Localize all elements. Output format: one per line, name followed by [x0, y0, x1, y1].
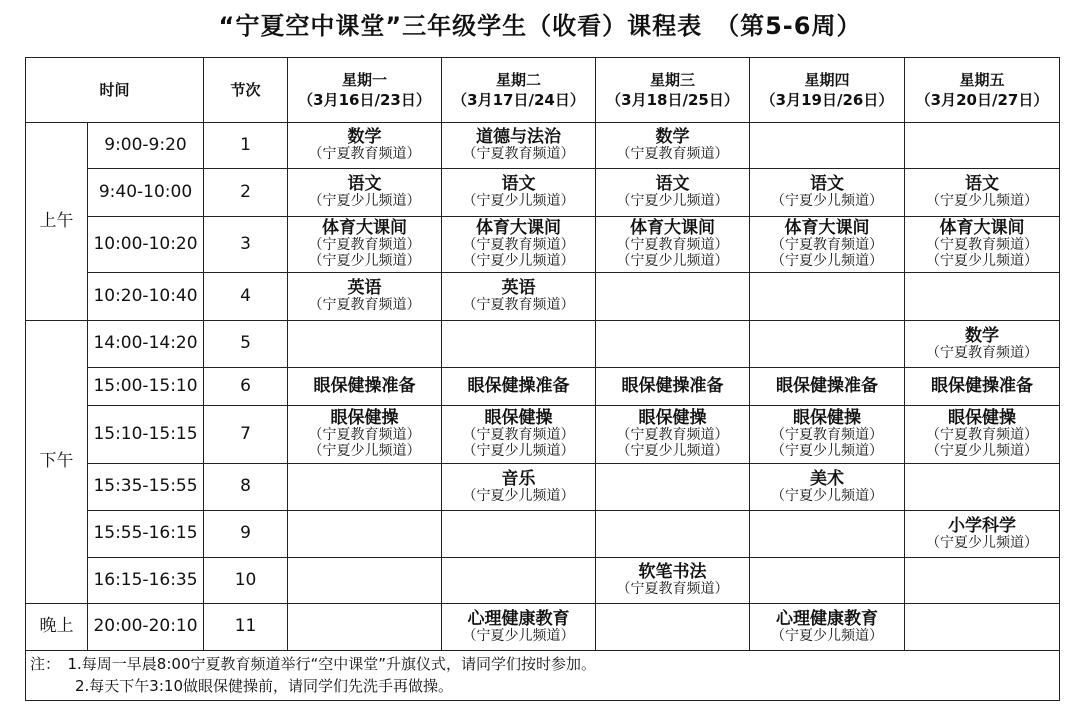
notes-cell — [26, 651, 1060, 701]
course-cell — [442, 321, 596, 368]
course-channel: （宁夏少儿频道） — [308, 443, 421, 460]
course-name: 体育大课间 — [476, 218, 562, 239]
course-name: 数学 — [347, 127, 382, 148]
header-row — [26, 58, 1060, 123]
course-name: 软笔书法 — [638, 562, 707, 583]
period-cell: 6 — [204, 368, 288, 406]
course-cell — [442, 169, 596, 217]
time-cell: 14:00-14:20 — [88, 321, 204, 368]
course-cell — [750, 604, 905, 651]
course-cell — [288, 123, 442, 169]
day-dates: （3月18日/25日） — [606, 91, 739, 109]
notes-row — [26, 651, 1060, 701]
course-cell — [596, 273, 750, 321]
session-label: 上午 — [39, 210, 74, 231]
period-cell: 4 — [204, 273, 288, 321]
session-label-afternoon — [26, 321, 88, 604]
course-cell — [750, 273, 905, 321]
course-cell — [288, 217, 442, 273]
course-channel: （宁夏教育频道） — [926, 427, 1039, 444]
header-period-label: 节次 — [230, 80, 261, 99]
course-name: 眼保健操准备 — [621, 375, 724, 396]
course-cell — [288, 273, 442, 321]
course-cell — [750, 321, 905, 368]
course-cell — [596, 464, 750, 511]
course-cell — [442, 604, 596, 651]
course-channel: （宁夏少儿频道） — [771, 193, 884, 210]
course-cell — [288, 321, 442, 368]
course-cell — [596, 123, 750, 169]
period-cell: 1 — [204, 123, 288, 169]
course-cell — [288, 604, 442, 651]
course-cell — [905, 558, 1060, 604]
day-dates: （3月20日/27日） — [915, 91, 1049, 109]
course-channel: （宁夏教育频道） — [616, 427, 729, 444]
course-channel: （宁夏教育频道） — [462, 427, 575, 444]
table-row — [26, 273, 1060, 321]
table-row — [26, 169, 1060, 217]
course-cell — [750, 217, 905, 273]
period-cell: 11 — [204, 604, 288, 651]
course-name: 数学 — [655, 127, 690, 148]
header-day-tue — [442, 58, 596, 123]
course-channel: （宁夏教育频道） — [308, 237, 421, 254]
table-row — [26, 217, 1060, 273]
course-channel: （宁夏少儿频道） — [771, 627, 884, 644]
course-channel: （宁夏少儿频道） — [771, 487, 884, 504]
course-name: 眼保健操 — [330, 408, 399, 429]
day-name: 星期四 — [804, 70, 850, 89]
table-row — [26, 558, 1060, 604]
course-channel: （宁夏少儿频道） — [462, 253, 575, 270]
course-channel: （宁夏少儿频道） — [462, 443, 575, 460]
period-cell: 8 — [204, 464, 288, 511]
table-row — [26, 604, 1060, 651]
course-name: 眼保健操 — [484, 408, 553, 429]
course-channel: （宁夏教育频道） — [462, 237, 575, 254]
day-name: 星期三 — [650, 70, 696, 89]
course-channel: （宁夏少儿频道） — [926, 193, 1039, 210]
course-cell — [905, 464, 1060, 511]
course-cell — [442, 273, 596, 321]
course-cell — [596, 558, 750, 604]
course-name: 眼保健操准备 — [467, 375, 570, 396]
course-cell — [288, 558, 442, 604]
period-cell: 10 — [204, 558, 288, 604]
day-name: 星期二 — [496, 70, 542, 89]
header-time-label: 时间 — [99, 80, 130, 99]
course-channel: （宁夏教育频道） — [616, 237, 729, 254]
time-cell: 10:20-10:40 — [88, 273, 204, 321]
course-cell — [288, 406, 442, 464]
header-period — [204, 58, 288, 123]
day-dates: （3月17日/24日） — [452, 91, 585, 109]
course-name: 眼保健操 — [948, 408, 1017, 429]
course-cell — [442, 368, 596, 406]
course-name: 眼保健操准备 — [313, 375, 416, 396]
course-cell — [905, 406, 1060, 464]
course-name: 音乐 — [501, 468, 536, 489]
note-line1: 注： 1.每周一早晨8:00宁夏教育频道举行“空中课堂”升旗仪式，请同学们按时参加。 — [30, 654, 597, 673]
course-cell — [905, 368, 1060, 406]
course-cell — [905, 511, 1060, 558]
course-name: 小学科学 — [948, 515, 1017, 536]
course-name: 心理健康教育 — [467, 608, 570, 629]
course-channel: （宁夏少儿频道） — [308, 253, 421, 270]
header-time — [26, 58, 204, 123]
course-channel: （宁夏少儿频道） — [462, 627, 575, 644]
period-cell: 3 — [204, 217, 288, 273]
course-name: 眼保健操 — [793, 408, 862, 429]
day-name: 星期一 — [342, 70, 388, 89]
day-name: 星期五 — [959, 70, 1005, 89]
period-cell: 5 — [204, 321, 288, 368]
time-cell: 20:00-20:10 — [88, 604, 204, 651]
course-channel: （宁夏少儿频道） — [926, 253, 1039, 270]
header-day-mon — [288, 58, 442, 123]
course-channel: （宁夏少儿频道） — [462, 193, 575, 210]
course-cell — [596, 511, 750, 558]
session-label: 晚上 — [39, 616, 74, 637]
course-name: 英语 — [501, 278, 536, 299]
course-cell — [288, 169, 442, 217]
course-name: 语文 — [810, 174, 845, 195]
time-cell: 15:35-15:55 — [88, 464, 204, 511]
course-channel: （宁夏教育频道） — [308, 427, 421, 444]
note-line2: 2.每天下午3:10做眼保健操前，请同学们先洗手再做操。 — [30, 676, 453, 695]
course-channel: （宁夏教育频道） — [771, 427, 884, 444]
course-name: 美术 — [810, 468, 845, 489]
course-cell — [750, 558, 905, 604]
course-name: 体育大课间 — [630, 218, 716, 239]
course-cell — [596, 406, 750, 464]
course-cell — [442, 511, 596, 558]
course-name: 语文 — [501, 174, 536, 195]
course-name: 眼保健操准备 — [776, 375, 879, 396]
table-row — [26, 368, 1060, 406]
course-cell — [750, 123, 905, 169]
course-channel: （宁夏教育频道） — [771, 237, 884, 254]
table-row — [26, 511, 1060, 558]
course-channel: （宁夏少儿频道） — [771, 253, 884, 270]
time-cell: 9:00-9:20 — [88, 123, 204, 169]
course-cell — [442, 406, 596, 464]
session-label-morning — [26, 123, 88, 321]
course-cell — [442, 558, 596, 604]
course-name: 语文 — [965, 174, 1000, 195]
course-name: 语文 — [655, 174, 690, 195]
course-name: 英语 — [347, 278, 382, 299]
day-dates: （3月16日/23日） — [298, 91, 431, 109]
course-channel: （宁夏少儿频道） — [616, 253, 729, 270]
course-cell — [905, 321, 1060, 368]
table-row — [26, 406, 1060, 464]
session-label-evening — [26, 604, 88, 651]
period-cell: 2 — [204, 169, 288, 217]
table-row — [26, 123, 1060, 169]
course-cell — [442, 123, 596, 169]
course-cell — [750, 511, 905, 558]
course-name: 体育大课间 — [939, 218, 1025, 239]
time-cell: 15:55-16:15 — [88, 511, 204, 558]
course-cell — [905, 169, 1060, 217]
course-cell — [596, 217, 750, 273]
page-title: “宁夏空中课堂”三年级学生（收看）课程表 （第5-6周） — [218, 12, 862, 40]
course-cell — [905, 273, 1060, 321]
time-cell: 15:00-15:10 — [88, 368, 204, 406]
course-name: 数学 — [965, 325, 1000, 346]
course-cell — [596, 169, 750, 217]
course-name: 眼保健操 — [638, 408, 707, 429]
course-cell — [750, 406, 905, 464]
course-channel: （宁夏少儿频道） — [926, 534, 1039, 551]
course-channel: （宁夏少儿频道） — [616, 443, 729, 460]
course-cell — [905, 217, 1060, 273]
course-name: 体育大课间 — [322, 218, 408, 239]
day-dates: （3月19日/26日） — [760, 91, 894, 109]
time-cell: 9:40-10:00 — [88, 169, 204, 217]
course-channel: （宁夏少儿频道） — [462, 487, 575, 504]
course-name: 心理健康教育 — [776, 608, 879, 629]
course-channel: （宁夏教育频道） — [308, 146, 421, 163]
course-channel: （宁夏教育频道） — [926, 237, 1039, 254]
time-cell: 15:10-15:15 — [88, 406, 204, 464]
course-name: 眼保健操准备 — [931, 375, 1034, 396]
course-cell — [750, 169, 905, 217]
course-channel: （宁夏教育频道） — [616, 581, 729, 598]
course-cell — [596, 604, 750, 651]
course-channel: （宁夏少儿频道） — [771, 443, 884, 460]
time-cell: 10:00-10:20 — [88, 217, 204, 273]
course-cell — [596, 321, 750, 368]
course-channel: （宁夏教育频道） — [308, 297, 421, 314]
course-cell — [288, 464, 442, 511]
header-day-thu — [750, 58, 905, 123]
course-cell — [596, 368, 750, 406]
time-cell: 16:15-16:35 — [88, 558, 204, 604]
course-name: 体育大课间 — [784, 218, 870, 239]
schedule-table — [25, 57, 1060, 701]
course-channel: （宁夏教育频道） — [926, 344, 1039, 361]
course-cell — [442, 464, 596, 511]
period-cell: 9 — [204, 511, 288, 558]
course-channel: （宁夏少儿频道） — [616, 193, 729, 210]
course-cell — [750, 464, 905, 511]
course-cell — [750, 368, 905, 406]
course-channel: （宁夏教育频道） — [462, 297, 575, 314]
table-row — [26, 321, 1060, 368]
course-channel: （宁夏教育频道） — [462, 146, 575, 163]
session-label: 下午 — [39, 451, 74, 472]
period-cell: 7 — [204, 406, 288, 464]
course-cell — [442, 217, 596, 273]
table-row — [26, 464, 1060, 511]
header-day-fri — [905, 58, 1060, 123]
course-name: 语文 — [347, 174, 382, 195]
course-cell — [905, 123, 1060, 169]
course-channel: （宁夏教育频道） — [616, 146, 729, 163]
course-cell — [905, 604, 1060, 651]
course-channel: （宁夏少儿频道） — [308, 193, 421, 210]
course-name: 道德与法治 — [476, 127, 562, 148]
course-cell — [288, 511, 442, 558]
header-day-wed — [596, 58, 750, 123]
course-cell — [288, 368, 442, 406]
course-channel: （宁夏少儿频道） — [926, 443, 1039, 460]
